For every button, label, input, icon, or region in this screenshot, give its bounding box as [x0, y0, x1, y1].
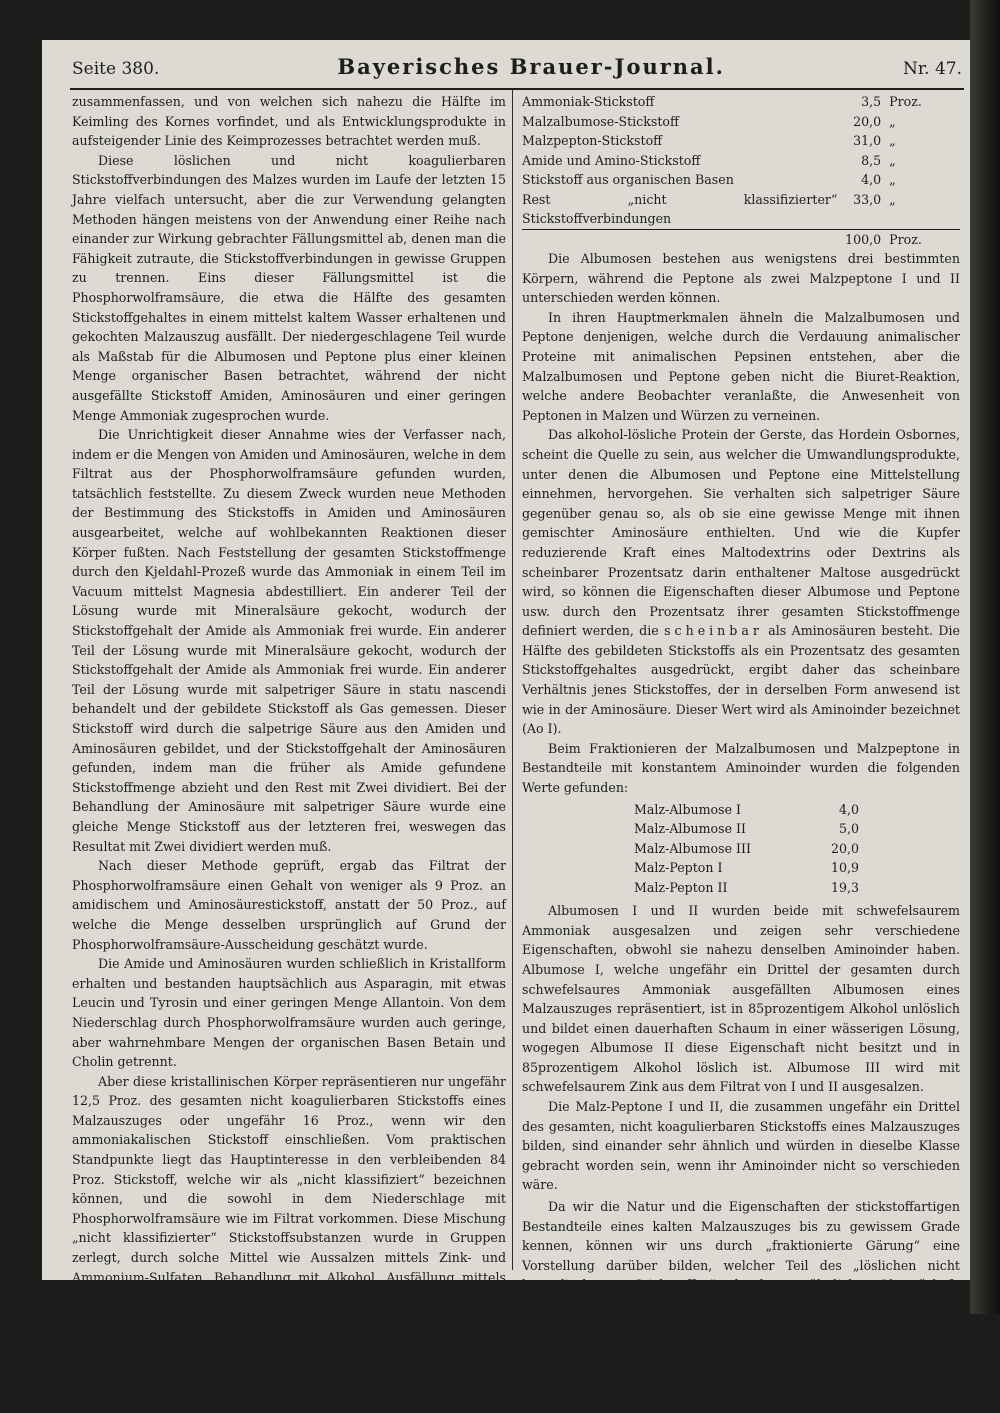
table-cell-value: 20,0 [853, 113, 882, 129]
table-row [522, 131, 960, 151]
table-cell-unit: „ [889, 113, 896, 129]
paragraph: Diese löslichen und nicht koagulierbaren Stickstoffverbindungen des Malzes wurden im Laufe der letzten 15 Jahre vielfach untersucht, aber die zur Verwendung gelangten Methoden hängen meistens von der Anwendung einer Reihe nach einander zur Wirkung gebrachter Fällungsmittel ab, denen man die Fähigkeit zutraute, die Stickstoffverbindungen in gewisse Gruppen zu trennen. Eins dieser Fällungsmittel ist die Phosphorwolframsäure, die etwa die Hälfte des gesamten Stickstoffgehaltes in einem mittelst kaltem Wasser erhaltenen und gekochten Malzauszug ausfällt. Der niedergeschlagene Teil wurde als Maßstab für die Albumosen und Peptone plus einer kleinen Menge organischer Basen betrachtet, während der nicht ausgefällte Stickstoff Amiden, Aminosäuren und einer geringen Menge Ammoniak zugesprochen wurde. [72, 152, 506, 423]
right-column [522, 92, 960, 1413]
paragraph: Die Amide und Aminosäuren wurden schließlich in Kristallform erhalten und bestanden hauptsächlich aus Asparagin, mit etwas Leucin und Tyrosin und einer geringen Menge Allantoin. Von dem Niederschlag durch Phosphorwolframsäure wurden auch geringe, aber wahrnehmbare Mengen der organischen Basen Betain und Cholin getrennt. [72, 956, 506, 1070]
table-cell-label: Malzpepton-Stickstoff [522, 133, 663, 148]
journal-title: Bayerisches Brauer-Journal. [337, 54, 725, 79]
table-cell-label: Malzalbumose-Stickstoff [522, 113, 679, 129]
table-cell-label: Ammoniak-Stickstoff [522, 94, 655, 109]
table-row [634, 858, 859, 878]
paragraph: Durch solche Mittel wurden zwei Drittel des in einem vorher gekochten, kalten Malzauszug enthaltenen Stickstoffes erledigt. Die Verteilung auf die verschiedenen Klassen gibt ungefähr folgendes Bild: [72, 1308, 506, 1383]
table-cell-value: 19,3 [830, 879, 859, 895]
table-cell-value: 3,5 [861, 94, 882, 109]
paragraph: Da wir die Natur und die Eigenschaften der stickstoffartigen Bestandteile eines kalten Malzauszuges bis zu gewissem Grade kennen, können wir uns durch „fraktionierte Gärung“ eine Vorstellung darüber bilden, welcher Teil des „löslichen nicht koagulierbaren Stickstoffes“ durch gewöhnliche Obergärhefe entfernt werden kann, wenn die Bedingungen für deren Wachstum möglichst günstige sind. [522, 1199, 960, 1332]
paragraph: Aber diese kristallinischen Körper repräsentieren nur ungefähr 12,5 Proz. des gesamten nicht koagulierbaren Stickstoffs eines Malzauszuges oder ungefähr 16 Proz., wenn wir den ammoniakalischen Stickstoff einschließen. Vom praktischen Standpunkte liegt das Hauptinteresse in den verbleibenden 84 Proz. Stickstoff, welche wir als „nicht klassifiziert“ bezeichnen können, und die sowohl in dem Niederschlage mit Phosphorwolframsäure wie im Filtrat vorkommen. Diese Mischung „nicht klassifizierter“ Stickstoffsubstanzen wurde in Gruppen zerlegt, durch solche Mittel wie Aussalzen mittels Zink- und Ammonium-Sulfaten, Behandlung mit Alkohol, Ausfällung mittels Phosphorwolframsäure und durch Verwendung von Dialyse. [72, 1073, 506, 1305]
table-cell-value: 4,0 [861, 172, 882, 187]
table-cell-value: 10,9 [830, 860, 859, 876]
paragraph: Beim Fraktionieren der Malzalbumosen und Malzpeptone in Bestandteile mit konstantem Aminoinder wurden die folgenden Werte gefunden: [522, 740, 960, 796]
table-cell-unit: „ [889, 133, 896, 148]
newspaper-page [42, 40, 978, 1410]
paragraph: Die Albumosen bestehen aus wenigstens drei bestimmten Körpern, während die Peptone als zwei Malzpeptone I und II unterschieden werden können. [522, 251, 960, 306]
table-row [522, 170, 960, 190]
table-cell-value: 31,0 [853, 133, 882, 148]
page-number: Seite 380. [72, 59, 160, 79]
table-cell-label: Malz-Albumose I [634, 801, 742, 817]
table-cell-unit: „ [889, 191, 896, 207]
emphasized-word: scheinbar [664, 623, 763, 639]
table-row [634, 839, 859, 859]
table-total-row [522, 229, 960, 249]
table-cell-label: Rest „nicht klassifizierter“ Stickstoffverbindungen [522, 191, 838, 226]
table-row [634, 800, 859, 820]
table-row [634, 819, 859, 839]
paragraph: Nach dieser Methode geprüft, ergab das Filtrat der Phosphorwolframsäure einen Gehalt von weniger als 9 Proz. an amidischem und Aminosäurestickstoff, anstatt der 50 Proz., auf welche die Menge desselben ursprünglich auf Grund der Phosphorwolframsäure-Ausscheidung geschätzt wurde. [72, 858, 506, 952]
left-column [72, 92, 506, 1385]
table-cell-label: Malz-Pepton II [634, 879, 728, 895]
table-total-value: 100,0 [837, 229, 881, 249]
paragraph: In ihren Hauptmerkmalen ähneln die Malzalbumosen und Peptone denjenigen, welche durch die Verdauung animalischer Proteine mit animalischen Pepsinen entstehen, aber die Malzalbumosen und Peptone geben nicht die Biuret-Reaktion, welche andere Beobachter veranlaßte, die Anwesenheit von Peptonen in Malzen und Würzen zu verneinen. [522, 309, 960, 423]
issue-number: Nr. 47. [903, 59, 962, 79]
table-cell-label: Stickstoff aus organischen Basen [522, 172, 734, 187]
table-total-unit: Proz. [881, 229, 960, 249]
table-cell-value: 8,5 [861, 152, 882, 168]
table-row [522, 92, 960, 112]
page-header [72, 54, 962, 88]
paragraph: Albumosen I und II wurden beide mit schwefelsaurem Ammoniak ausgesalzen und zeigen sehr verschiedene Eigenschaften, obwohl sie nahezu denselben Aminoinder haben. Albumose I, welche ungefähr ein Drittel der gesamten durch schwefelsaures Ammoniak ausgefällten Albumosen eines Malzauszuges repräsentiert, ist in 85prozentigem Alkohol unlöslich und bildet einen dauerhaften Schaum in einer wässerigen Lösung, wogegen Albumose II diese Eigenschaft nicht besitzt und in 85prozentigem Alkohol löslich ist. Albumose III wird mit schwefelsaurem Zink aus dem Filtrat von I und II ausgesalzen. [522, 903, 960, 1095]
paragraph-text: Das alkohol-lösliche Protein der Gerste, das Hordein Osbornes, scheint die Quelle zu sein, aus welcher die Umwandlungsprodukte, unter denen die Albumosen und Peptone eine Mittelstellung einnehmen, hervorgehen. Sie verhalten sich salpetriger Säure gegenüber genau so, als ob sie eine gewisse Menge mit ihnen gemischter Aminosäure enthielten. Und wie die Kupfer reduzierende Kraft eines Maltodextrins oder Dextrins als scheinbarer Prozentsatz darin enthaltener Maltose ausgedrückt wird, so können die Eigenschaften dieser Albumose und Peptone usw. durch den Prozentsatz ihrer gesamten Stickstoffmenge definiert werden, die [522, 427, 960, 639]
table-cell-unit: „ [889, 152, 896, 168]
table-row [522, 112, 960, 132]
table-cell-value: 5,0 [838, 821, 859, 837]
table-row [522, 190, 960, 230]
header-rule [70, 88, 964, 90]
nitrogen-distribution-table [522, 92, 960, 249]
table-cell-label: Malz-Albumose III [634, 840, 751, 856]
table-row [522, 151, 960, 171]
table-cell-unit: Proz. [889, 94, 922, 109]
scan-edge [970, 0, 1000, 1314]
paragraph: Die Lösung für diese fraktionierten Gärungen wurde 3 Stunden erhitzt, um die Ausfällung zu einer vollständigen zu machen, und enthielt ungefähr 0,1 Gramm Stickstoff per 100 Kubikzentimeter, dessen [522, 1336, 960, 1410]
table-cell-unit: „ [889, 172, 896, 187]
table-row [634, 878, 859, 898]
table-cell-value: 33,0 [853, 191, 882, 207]
paragraph: Die Malz-Peptone I und II, die zusammen ungefähr ein Drittel des gesamten, nicht koagulierbaren Stickstoffs eines Malzauszuges bilden, sind einander sehr ähnlich und würden in dieselbe Klasse gebracht worden sein, wenn ihr Aminoinder nicht so verschieden wäre. [522, 1099, 960, 1193]
paragraph [522, 425, 960, 739]
column-divider [512, 90, 513, 1270]
table-cell-label: Malz-Pepton I [634, 860, 723, 876]
table-cell-label: Amide und Amino-Stickstoff [522, 152, 701, 168]
paragraph: Die Unrichtigkeit dieser Annahme wies der Verfasser nach, indem er die Mengen von Amiden und Aminosäuren, welche in dem Filtrat aus der Phosphorwolframsäure gefunden wurden, tatsächlich feststellte. Zu diesem Zweck wurden neue Methoden der Bestimmung des Stickstoffs in Amiden und Aminosäuren ausgearbeitet, welche auf wohlbekannten Reaktionen dieser Körper fußten. Nach Feststellung der gesamten Stickstoffmenge durch den Kjeldahl-Prozeß wurde das Ammoniak in einem Teil im Vacuum mittelst Magnesia abdestilliert. Ein anderer Teil der Lösung wurde mit Mineralsäure gekocht, wodurch der Stickstoffgehalt der Amide als Ammoniak frei wurde. Ein anderer Teil der Lösung wurde mit Mineralsäure gekocht, wodurch der Stickstoffgehalt der Amide als Ammoniak frei wurde. Ein anderer Teil der Lösung wurde mit salpetriger Säure in statu nascendi behandelt und der gebildete Stickstoff als Gas gemessen. Dieser Stickstoff wird durch die salpetrige Säure aus den Amiden und Aminosäuren gebildet, und der Stickstoffgehalt der Aminosäuren gefunden, indem man die früher als Amide gefundene Stickstoffmenge abzieht und den Rest mit Zwei dividiert. Bei der Behandlung der Aminosäure mit salpetriger Säure wurde eine gleiche Menge Stickstoff aus der letzteren frei, weswegen das Resultat mit Zwei dividiert werden muß. [72, 427, 506, 854]
table-cell-value: 4,0 [838, 801, 859, 817]
aminoinder-table [634, 800, 859, 898]
paragraph-text: als Aminosäuren besteht. Die Hälfte des gebildeten Stickstoffs als ein Prozentsatz des gesamten Stickstoffgehaltes ausgedrückt, ergibt daher das scheinbare Verhältnis jenes Stickstoffes, der in derselben Form anwesend ist wie in der Aminosäure. Dieser Wert wird als Aminoinder bezeichnet (Ao I). [522, 623, 960, 737]
paragraph: zusammenfassen, und von welchen sich nahezu die Hälfte im Keimling des Kornes vorfindet, und als Entwicklungsprodukte in aufsteigender Linie des Keimprozesses betrachtet werden muß. [72, 94, 506, 149]
table-cell-label: Malz-Albumose II [634, 821, 747, 837]
table-cell-value: 20,0 [830, 840, 859, 856]
